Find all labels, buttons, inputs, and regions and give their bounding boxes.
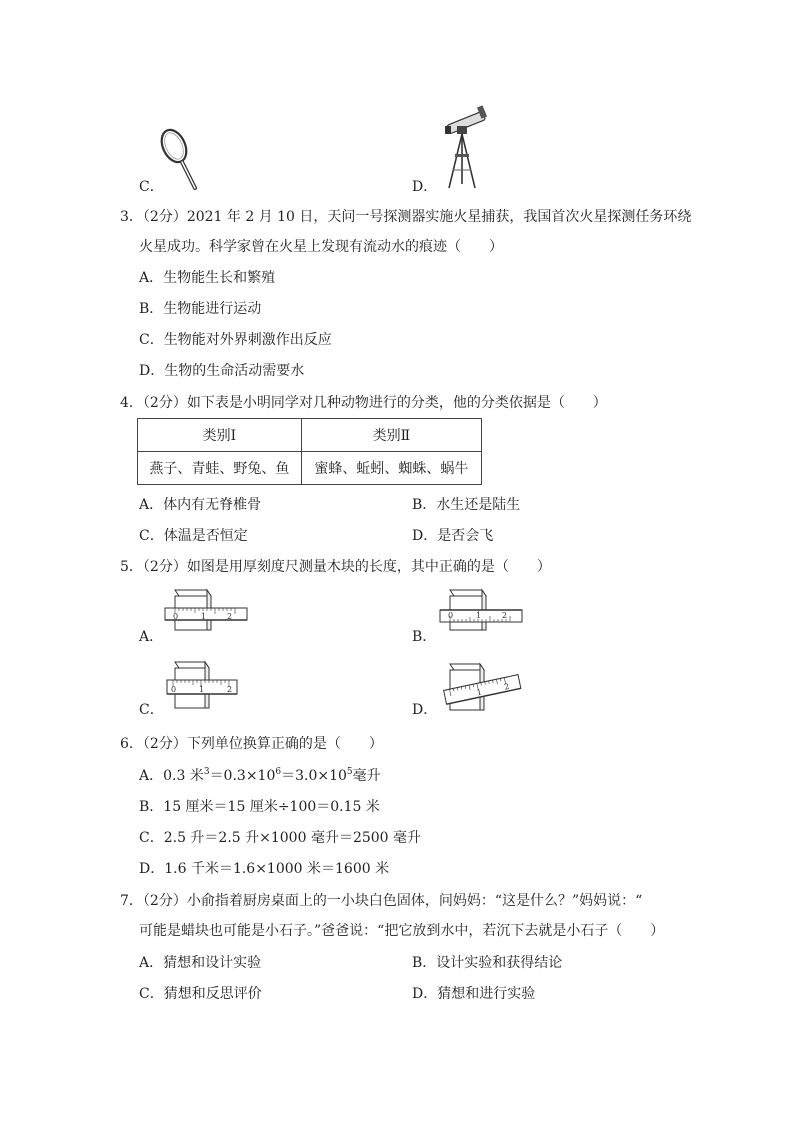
q6-option-c: C．2.5 升＝2.5 升×1000 毫升＝2500 毫升: [139, 830, 422, 846]
table-cell: 蜜蜂、蚯蚓、蜘蛛、蜗牛: [301, 452, 481, 485]
superscript: 6: [275, 767, 282, 777]
q6-option-a-part: A．0.3 米: [139, 768, 204, 784]
ruler-tick-label: 0: [173, 612, 179, 621]
option-d-label: D．: [412, 179, 438, 195]
table-header-cell: 类别Ⅱ: [301, 419, 481, 452]
ruler-tick-label: 0: [171, 685, 177, 694]
ruler-diagram-b: [438, 588, 524, 640]
q6-option-a-part: ＝0.3×10: [209, 768, 276, 784]
q6-option-a-part: ＝3.0×10: [281, 768, 347, 784]
q5-option-a-label: A．: [139, 629, 164, 645]
q7-stem-line2: 可能是蜡块也可能是小石子。”爸爸说：“把它放到水中，若沉下去就是小石子（ ）: [139, 923, 665, 939]
q6-option-d: D．1.6 千米＝1.6×1000 米＝1600 米: [139, 861, 390, 877]
ruler-tick-label: 1: [475, 687, 483, 698]
q4-classification-table: [137, 418, 482, 485]
option-c-label: C．: [139, 179, 164, 195]
q6-option-a-part: 毫升: [352, 768, 381, 784]
ruler-tick-label: 2: [503, 681, 511, 692]
q4-option-d: D．是否会飞: [412, 528, 494, 544]
q6-stem: 6．（2分）下列单位换算正确的是（ ）: [120, 736, 383, 752]
q7-option-c: C．猜想和反思评价: [139, 986, 262, 1002]
ruler-tick-label: 2: [227, 685, 233, 694]
q3-stem-line1: 3．（2分）2021 年 2 月 10 日，天问一号探测器实施火星捕获，我国首次火星探测任务环绕: [120, 209, 692, 225]
q4-stem: 4．（2分）如下表是小明同学对几种动物进行的分类，他的分类依据是（ ）: [120, 395, 607, 411]
q7-option-d: D．猜想和进行实验: [412, 986, 536, 1002]
q5-option-c-label: C．: [139, 702, 164, 718]
q3-option-a: A．生物能生长和繁殖: [139, 270, 276, 286]
q3-option-c: C．生物能对外界刺激作出反应: [139, 332, 332, 348]
ruler-tick-label: 0: [448, 611, 454, 620]
q3-stem-line2: 火星成功。科学家曾在火星上发现有流动水的痕迹（ ）: [139, 239, 503, 255]
q4-option-b: B．水生还是陆生: [412, 497, 521, 513]
q5-stem: 5．（2分）如图是用厚刻度尺测量木块的长度，其中正确的是（ ）: [120, 559, 551, 575]
q3-option-d: D．生物的生命活动需要水: [139, 363, 305, 379]
ruler-diagram-d: [440, 658, 526, 714]
ruler-diagram-a: [163, 588, 249, 640]
ruler-diagram-c: [163, 660, 249, 714]
q6-option-a: [139, 766, 381, 786]
telescope-icon: [443, 104, 491, 190]
q6-option-b: B．15 厘米＝15 厘米÷100＝0.15 米: [139, 799, 380, 815]
ruler-tick-label: 2: [502, 611, 508, 620]
ruler-tick-label: 1: [199, 685, 205, 694]
q5-option-b-label: B．: [412, 629, 437, 645]
table-cell: 燕子、青蛙、野兔、鱼: [138, 452, 302, 485]
q7-option-b: B．设计实验和获得结论: [412, 955, 563, 971]
ruler-tick-label: 1: [476, 611, 482, 620]
superscript: 5: [346, 767, 353, 777]
superscript: 3: [203, 767, 210, 777]
q4-option-c: C．体温是否恒定: [139, 528, 248, 544]
q7-stem-line1: 7．（2分）小俞指着厨房桌面上的一小块白色固体，问妈妈：“这是什么？”妈妈说：“: [120, 893, 643, 909]
ruler-tick-label: 2: [227, 612, 233, 621]
magnifying-glass-icon: [158, 126, 202, 192]
ruler-tick-label: 1: [201, 612, 207, 621]
q7-option-a: A．猜想和设计实验: [139, 955, 262, 971]
table-header-cell: 类别Ⅰ: [138, 419, 302, 452]
q5-option-d-label: D．: [412, 702, 438, 718]
q3-option-b: B．生物能进行运动: [139, 301, 262, 317]
q4-option-a: A．体内有无脊椎骨: [139, 497, 262, 513]
